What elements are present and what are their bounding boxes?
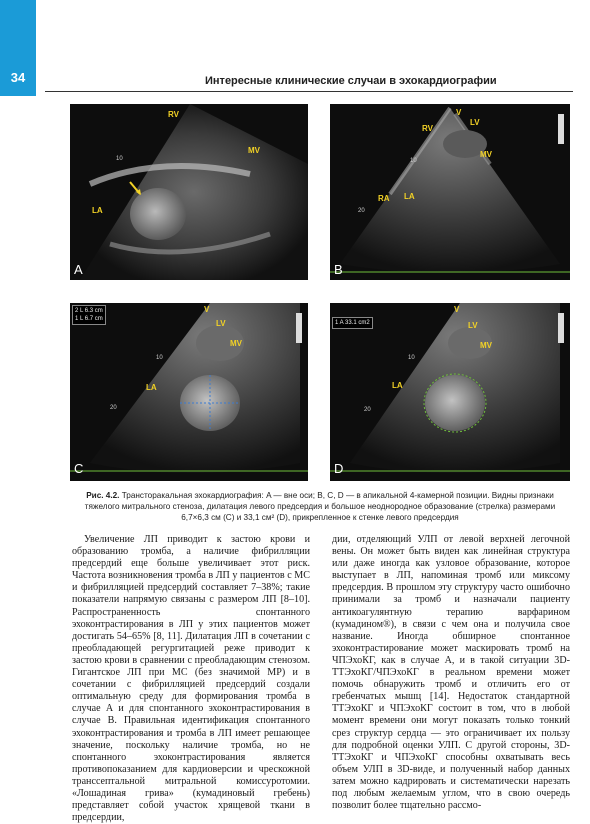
echo-image-c xyxy=(70,303,308,481)
depth-marker: 10 xyxy=(156,355,163,361)
label-lv: LV xyxy=(468,321,478,330)
panel-letter-b: B xyxy=(334,262,343,277)
measurement-box xyxy=(332,317,373,329)
page-number: 34 xyxy=(10,70,26,85)
body-column-right xyxy=(332,534,570,812)
label-mv: MV xyxy=(480,150,492,159)
panel-letter-a: A xyxy=(74,262,83,277)
label-rv: RV xyxy=(422,124,433,133)
label-rv: RV xyxy=(168,110,179,119)
measurement-line: 1 A 33.1 cm2 xyxy=(335,320,370,326)
measurement-line: 1 L 6.7 cm xyxy=(75,316,103,322)
echo-image-b xyxy=(330,104,570,280)
depth-marker: 10 xyxy=(410,158,417,164)
figure-caption-text: Трансторакальная эхокардиография: A — вне оси; B, C, D — в апикальной 4-камерной позиции. Видны признаки тяжелого митрального стеноза, дилатация левого предсердия и большое неоднородное образование (стрелка) размерами 6,7×6,3 см (C) и 33,1 см² (D), прикрепленное к стенке левого предсердия xyxy=(84,491,556,522)
label-la: LA xyxy=(92,206,103,215)
label-v: V xyxy=(454,305,460,314)
depth-marker: 10 xyxy=(116,156,123,162)
label-lv: LV xyxy=(216,319,226,328)
label-la: LA xyxy=(392,381,403,390)
label-v: V xyxy=(456,108,462,117)
figure-caption xyxy=(70,490,570,523)
echo-image-d xyxy=(330,303,570,481)
panel-letter-c: C xyxy=(74,461,84,476)
label-mv: MV xyxy=(480,341,492,350)
label-ra: RA xyxy=(378,194,390,203)
label-v: V xyxy=(204,305,210,314)
echo-panel-b xyxy=(330,104,570,280)
label-mv: MV xyxy=(230,339,242,348)
body-column-left xyxy=(72,534,310,824)
echo-panel-a xyxy=(70,104,308,280)
running-header: Интересные клинические случаи в эхокардиографии xyxy=(205,75,497,87)
depth-marker: 20 xyxy=(364,407,371,413)
label-mv: MV xyxy=(248,146,260,155)
measurement-box xyxy=(72,305,106,325)
echo-panel-d xyxy=(330,303,570,481)
panel-letter-d: D xyxy=(334,461,344,476)
body-paragraph: Увеличение ЛП приводит к застою крови и образованию тромба, а наличие фибрилляции предсердий еще больше увеличивает этот риск. Частота возникновения тромба в ЛП у пациентов с МС и фибрилляцией предсердий составляет 7–38%; такие показатели напрямую связаны с размером ЛП [8–10]. Распространенность спонтанного эхоконтрастирования в ЛП у этих пациентов может достигать 54–65% [8, 11]. Дилатация ЛП в сочетании с преобладающей регургитацией реже приводит к застою крови в сравнении с преобладающим стенозом. Гигантское ЛП при МС (без значимой МР) и в сочетании с фибрилляцией предсердий создали оптимальную среду для формирования тромба в случае А и для спонтанного эхоконтрастирования в случае В. Правильная идентификация спонтанного эхоконтрастирования и тромба в ЛП имеет решающее значение, поскольку наличие тромба, но не спонтанного эхоконтрастирования является противопоказанием для кардиоверсии и чрескожной транссептальной митральной комиссуротомии. «Лошадиная грива» (кумадиновый гребень) представляет собой участок хрящевой ткани в предсердии, xyxy=(72,534,310,824)
label-lv: LV xyxy=(470,118,480,127)
depth-marker: 20 xyxy=(358,208,365,214)
figure-label: Рис. 4.2. xyxy=(86,491,120,500)
measurement-line: 2 L 6.3 cm xyxy=(75,308,103,314)
echo-image-a xyxy=(70,104,308,280)
label-la: LA xyxy=(404,192,415,201)
depth-marker: 10 xyxy=(408,355,415,361)
label-la: LA xyxy=(146,383,157,392)
body-paragraph: дии, отделяющий УЛП от левой верхней легочной вены. Он может быть виден как линейная структура или даже иногда как узловое образование, которое выступает в ЛП, напоминая тромб или миксому предсердия. В прошлом эту структуру часто ошибочно принимали за тромб и назначали пациенту антикоагулянтную терапию варфарином (кумадином®), в связи с чем она и получила свое название. Иногда обширное спонтанное эхоконтрастирование может маскировать тромб на ЧПЭхоКГ, как в случае А, и в такой ситуации 3D-ТТЭхоКГ/ЧПЭхоКГ в реальном времени может помочь обнаружить тромб и отличить его от гребенчатых мышц [14]. Недостаток стандартной ТТЭхоКГ и ЧПЭхоКГ состоит в том, что в любой момент времени они могут показать только тонкий срез структур сердца — это ограничивает их пользу для подробной оценки УЛП. С другой стороны, 3D-ТТЭхоКГ и ЧПЭхоКГ способны охватывать весь объем УЛП в 3D-виде, и полученный набор данных затем можно кадрировать и систематически нарезать под любым желаемым углом, что в свою очередь позволит более тщательно рассмо- xyxy=(332,534,570,812)
depth-marker: 20 xyxy=(110,405,117,411)
header-rule xyxy=(45,91,573,92)
echo-panel-c xyxy=(70,303,308,481)
